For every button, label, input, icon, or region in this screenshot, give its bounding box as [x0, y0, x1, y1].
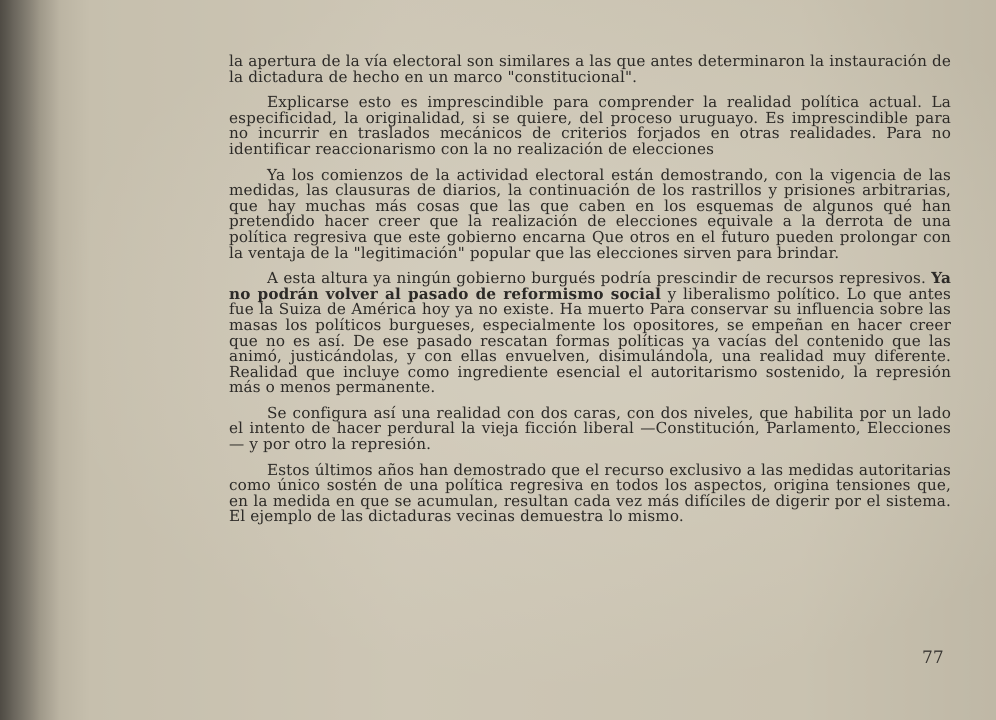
paragraph-text: y liberalismo político. Lo que antes fue la Suiza de América hoy ya no existe. Ha muerto Para conservar su influencia sobre las masas los políticos burgueses, especialmente los opositores, se empeñan en hacer creer que no es así. De ese pasado rescatan formas políticas ya vacías del contenido que las animó, justicándolas, y con ellas envuelven, disimulándola, una realidad muy diferente. Realidad que incluye como ingrediente esencial el autoritarismo sostenido, la represión más o menos permanente. [229, 284, 951, 397]
paragraph [229, 271, 951, 396]
paragraph-text: A esta altura ya ningún gobierno burgués podría prescindir de recursos represivos. [267, 269, 932, 288]
paragraph: la apertura de la vía electoral son similares a las que antes determinaron la instauración de la dictadura de hecho en un marco "constitucional". [229, 52, 951, 86]
paragraph: Ya los comienzos de la actividad electoral están demostrando, con la vigencia de las medidas, las clausuras de diarios, la continuación de los rastrillos y prisiones arbitrarias, que hay muchas más cosas que las que caben en los esquemas de algunos qué han pretendido hacer creer que la realización de elecciones equivale a la derrota de una política regresiva que este gobierno encarna Que otros en el futuro pueden prolongar con la ventaja de la "legitimación" popular que las elecciones sirven para brindar. [229, 165, 951, 262]
page-number: 77 [922, 648, 944, 668]
body-text [229, 54, 951, 535]
paragraph: Se configura así una realidad con dos caras, con dos niveles, que habilita por un lado el intento de hacer perdural la vieja ficción liberal —Constitución, Parlamento, Elecciones— y por otro la represión. [229, 403, 951, 454]
paragraph: Estos últimos años han demostrado que el recurso exclusivo a las medidas autoritarias como único sostén de una política regresiva en todos los aspectos, origina tensiones que, en la medida en que se acumulan, resultan cada vez más difíciles de digerir por el sistema. El ejemplo de las dictaduras vecinas demuestra lo mismo. [229, 460, 951, 526]
paragraph: Explicarse esto es imprescindible para comprender la realidad política actual. La especificidad, la originalidad, si se quiere, del proceso uruguayo. Es imprescindible para no incurrir en traslados mecánicos de criterios forjados en otras realidades. Para no identificar reaccionarismo con la no realización de elecciones [229, 93, 951, 158]
book-spine-shadow [0, 0, 60, 720]
bold-phrase: Ya no podrán volver al pasado de reformismo social [229, 269, 951, 303]
